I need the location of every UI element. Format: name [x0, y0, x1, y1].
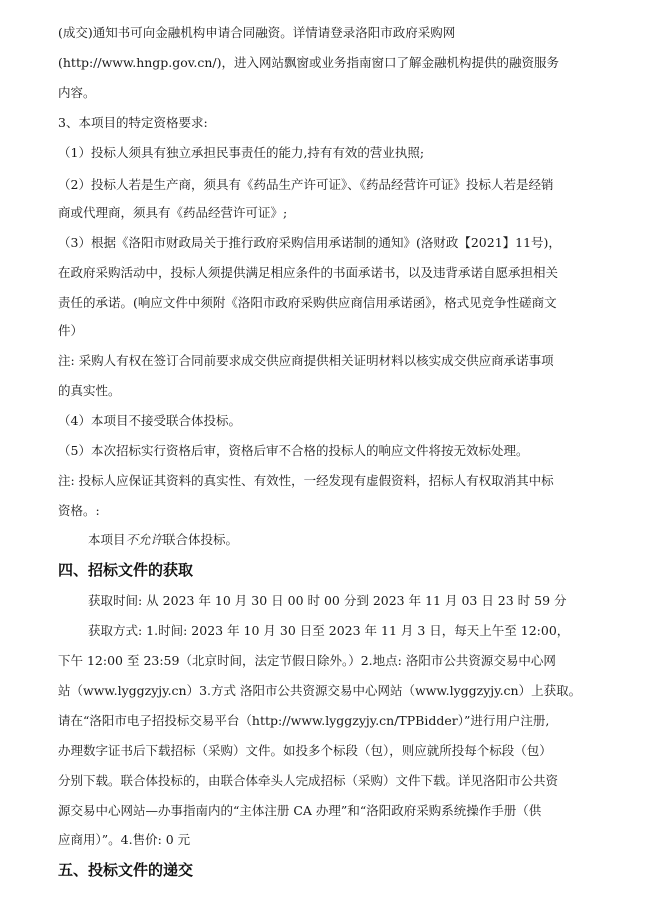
text-line: 内容。 [58, 85, 96, 100]
text-span: 本项目 [88, 532, 126, 547]
emphasis-text: 不允许 [125, 532, 164, 547]
text-line: 商或代理商，须具有《药品经营许可证》; [58, 205, 288, 220]
text-line: （3）根据《洛阳市财政局关于推行政府采购信用承诺制的通知》(洛财政【2021】11号)， [58, 235, 561, 250]
text-line: (http://www.hngp.gov.cn/)，进入网站飘窗或业务指南窗口了解金融机构提供的融资服务 [58, 55, 559, 70]
text-line: 应商用）”。4.售价: 0 元 [58, 832, 191, 847]
text-line: 注: 投标人应保证其资料的真实性、有效性，一经发现有虚假资料，招标人有权取消其中标 [58, 473, 554, 488]
text-line: 在政府采购活动中，投标人须提供满足相应条件的书面承诺书，以及违背承诺自愿承担相关 [58, 265, 559, 280]
text-line: （1）投标人须具有独立承担民事责任的能力,持有有效的营业执照; [58, 145, 425, 160]
text-line: 办理数字证书后下载招标（采购）文件。如投多个标段（包），则应就所投每个标段（包） [58, 743, 552, 758]
text-line: 源交易中心网站—办事指南内的“主体注册 CA 办理”和“洛阳政府采购系统操作手册（供 [58, 803, 542, 818]
text-line: （5）本次招标实行资格后审，资格后审不合格的投标人的响应文件将按无效标处理。 [58, 443, 529, 458]
section-heading: 四、招标文件的获取 [58, 561, 194, 579]
text-line: 请在“洛阳市电子招投标交易平台（http://www.lyggzyjy.cn/TPBidder）”进行用户注册, [58, 713, 550, 728]
text-line: 责任的承诺。(响应文件中须附《洛阳市政府采购供应商信用承诺函》，格式见竞争性磋商文 [58, 295, 557, 310]
text-line: 获取时间: 从 2023 年 10 月 30 日 00 时 00 分到 2023 年 11 月 03 日 23 时 59 分 [88, 593, 567, 608]
text-line: 件） [58, 323, 84, 338]
text-line: （2）投标人若是生产商，须具有《药品生产许可证》、《药品经营许可证》投标人若是经销 [58, 177, 554, 192]
text-line: (成交)通知书可向金融机构申请合同融资。详情请登录洛阳市政府采购网 [58, 25, 456, 40]
text-line: 下午 12:00 至 23:59（北京时间，法定节假日除外。）2.地点: 洛阳市公共资源交易中心网 [58, 653, 556, 668]
text-line [88, 531, 238, 549]
text-line: 注: 采购人有权在签订合同前要求成交供应商提供相关证明材料以核实成交供应商承诺事项 [58, 353, 554, 368]
text-line: 分别下载。联合体投标的，由联合体牵头人完成招标（采购）文件下载。详见洛阳市公共资 [58, 773, 559, 788]
section-heading: 五、投标文件的递交 [58, 861, 194, 879]
text-line: 站（www.lyggzyjy.cn）3.方式 洛阳市公共资源交易中心网站（www.lyggzyjy.cn）上获取。 [58, 683, 582, 698]
text-line: 3、本项目的特定资格要求: [58, 115, 208, 130]
text-line: 获取方式: 1.时间: 2023 年 10 月 30 日至 2023 年 11 月 3 日，每天上午至 12:00， [88, 623, 570, 638]
text-span: 联合体投标。 [163, 532, 239, 547]
text-line: （4）本项目不接受联合体投标。 [58, 413, 241, 428]
text-line: 的真实性。 [58, 383, 121, 398]
text-line: 资格。: [58, 503, 100, 518]
